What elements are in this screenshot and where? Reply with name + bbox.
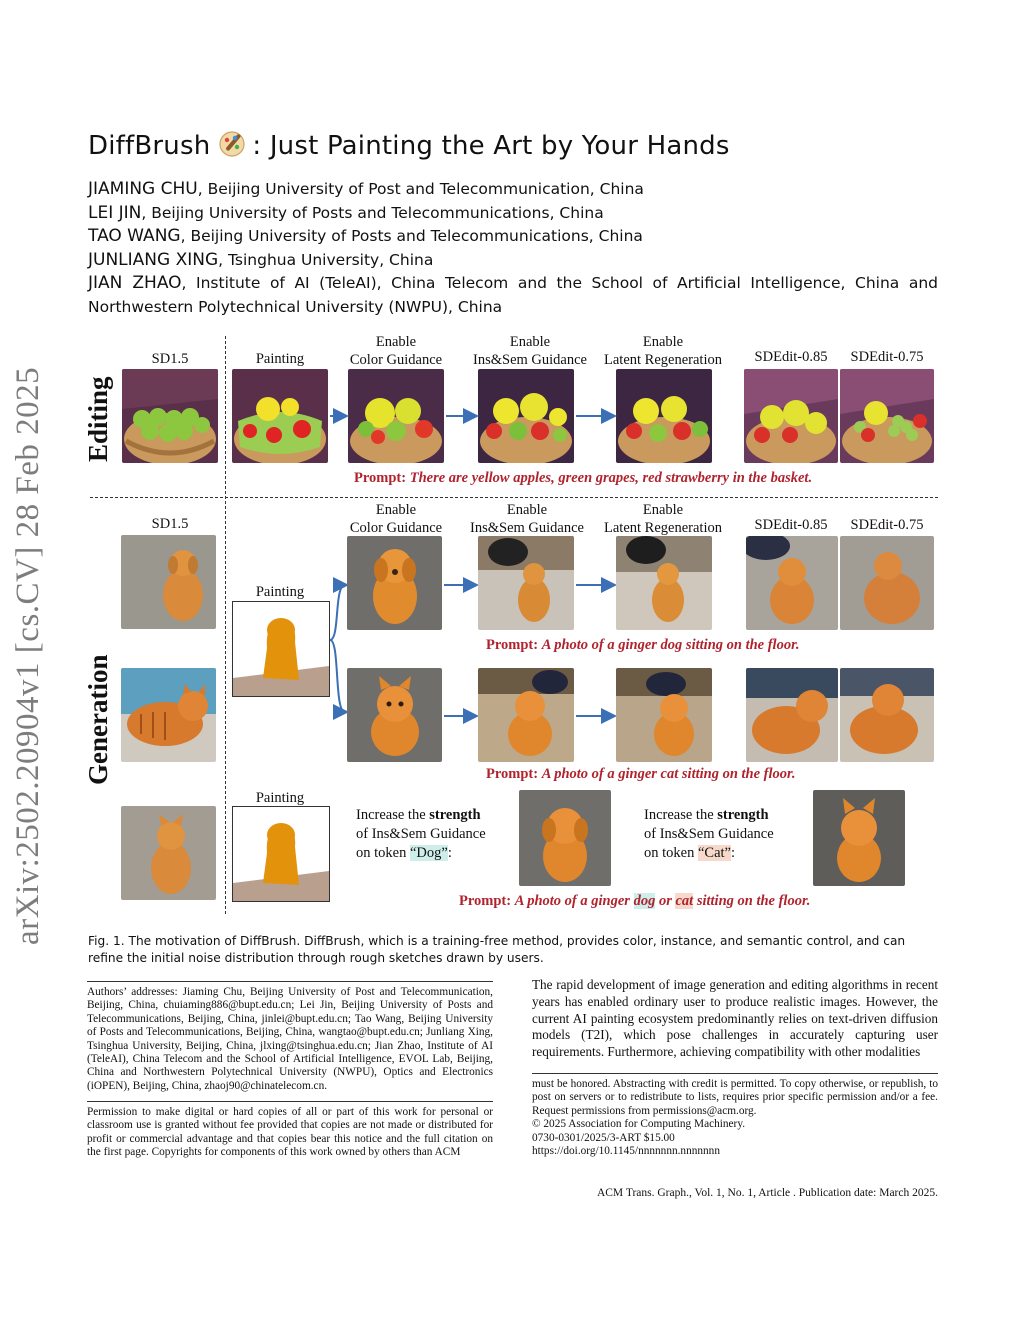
author-name: JUNLIANG XING bbox=[88, 249, 219, 270]
strength-dog-result-image bbox=[519, 790, 611, 886]
author-name: JIAMING CHU bbox=[88, 179, 198, 199]
issn-line: 0730-0301/2025/3-ART $15.00 bbox=[532, 1131, 675, 1144]
title-rest: : Just Painting the Art by Your Hands bbox=[252, 131, 730, 161]
title-name: DiffBrush bbox=[88, 131, 211, 161]
journal-footer: ACM Trans. Graph., Vol. 1, No. 1, Article . Publication date: March 2025. bbox=[596, 1187, 938, 1199]
gen-painting-label: Painting bbox=[255, 584, 305, 600]
sdedit-085-cat-image bbox=[746, 668, 838, 762]
permission-notice: Permission to make digital or hard copies of all or part of this work for personal or classroom use is granted without fee provided that copies are not made or distributed for profit or commercial advantage and that copies bear this notice and the full citation on the first page. Copyrights for components of this work owned by others than ACM bbox=[87, 1106, 493, 1159]
arxiv-stamp: arXiv:2502.20904v1 [cs.CV] 28 Feb 2025 bbox=[10, 366, 46, 945]
header-color-guidance: Enable Color Guidance bbox=[349, 334, 443, 368]
latent-regeneration-dog-image bbox=[616, 536, 712, 630]
strength-cat-result-image bbox=[813, 790, 905, 886]
strength-painting-sketch bbox=[232, 806, 330, 902]
gen-header-sd15: SD1.5 bbox=[151, 516, 189, 532]
strength-dog-text: Increase the strength of Ins&Sem Guidance on token “Dog”: bbox=[356, 807, 486, 861]
author-affiliation: , Institute of AI (TeleAI), China Telecom and the School of Artificial Intelligence, China and Northwestern Polytechnical University (NWPU), China bbox=[88, 274, 938, 316]
sd15-cat-sitting-image bbox=[121, 806, 216, 900]
sdedit-075-dog-image bbox=[840, 536, 934, 630]
strength-painting-label: Painting bbox=[255, 790, 305, 806]
header-painting: Painting bbox=[255, 351, 305, 367]
authors-addresses: Authors’ addresses: Jiaming Chu, Beijing University of Post and Telecommunication, Beijing, China, chuiaming886@bupt.edu.cn; Lei Jin, Beijing University of Posts and Telecommunications, Beijing, China, jinlei@bupt.edu.cn; Tao Wang, Beijing University of Posts and Telecommunications, Beijing, China, wangtao@bupt.edu.cn; Junliang Xing, Tsinghua University, Beijing, China, jlxing@tsinghua.edu.cn; Jian Zhao, Institute of AI (TeleAI), China Telecom and the School of Artificial Intelligence, EVOL Lab, Beijing, China and Northwestern Polytechnical University (NWPU), Optics and Electronics (iOPEN), Beijing, China, zhaoj90@chinatelecom.cn. bbox=[87, 986, 493, 1092]
permission-right-rule bbox=[532, 1073, 938, 1074]
prompt-editing: Prompt: There are yellow apples, green grapes, red strawberry in the basket. bbox=[354, 470, 813, 486]
strength-cat-text: Increase the strength of Ins&Sem Guidance on token “Cat”: bbox=[644, 807, 774, 861]
permission-continued: must be honored. Abstracting with credit is permitted. To copy otherwise, or republish, to post on servers or to redistribute to lists, requires prior specific permission and/or a fee. Request permissions from permissions@acm.org. © 2025 Association for Computing Machinery. 0730-0301/2025/3-ART $15.00 https://doi.org/10.1145/nnnnnnn.nnnnnnn bbox=[532, 1078, 938, 1158]
color-guidance-cat-image bbox=[347, 668, 442, 762]
intro-paragraph: The rapid development of image generation and editing algorithms in recent years has enabled ordinary user to produce realistic images. However, the current AI painting ecosystem predominantly relies on text-driven diffusion models (T2I), which pose challenges in accurately capturing user requirements. Furthermore, achieving compatibility with other modalities bbox=[532, 977, 938, 1060]
permission-rule bbox=[87, 1101, 493, 1102]
gen-header-sdedit-085: SDEdit-0.85 bbox=[754, 517, 828, 533]
copyright-line: © 2025 Association for Computing Machinery. bbox=[532, 1118, 746, 1131]
inssem-guidance-dog-image bbox=[478, 536, 574, 630]
sd15-cat-image bbox=[121, 668, 216, 762]
sdedit-075-cat-image bbox=[840, 668, 934, 762]
author-affiliation: , Beijing University of Posts and Telecommunications, China bbox=[141, 203, 604, 222]
sd15-dog-image bbox=[121, 535, 216, 629]
author-name: LEI JIN bbox=[88, 202, 142, 223]
header-sdedit-085: SDEdit-0.85 bbox=[754, 349, 828, 365]
generation-side-label: Generation bbox=[83, 654, 113, 785]
token-dog: “Dog” bbox=[409, 845, 448, 861]
gen-header-sdedit-075: SDEdit-0.75 bbox=[850, 517, 924, 533]
gen-painting-sketch bbox=[232, 601, 330, 697]
header-latent-regeneration: Enable Latent Regeneration bbox=[604, 334, 722, 368]
prompt-cat: Prompt: A photo of a ginger cat sitting on the floor. bbox=[486, 766, 796, 782]
header-inssem-guidance: Enable Ins&Sem Guidance bbox=[473, 334, 587, 368]
prompt-dog-or-cat: Prompt: A photo of a ginger dog or cat sitting on the floor. bbox=[459, 893, 811, 909]
sdedit-085-dog-image bbox=[746, 536, 838, 630]
author-affiliation: , Beijing University of Posts and Telecommunications, China bbox=[180, 227, 643, 245]
author-affiliation: , Beijing University of Post and Telecommunication, China bbox=[197, 180, 644, 198]
author-affiliation: , Tsinghua University, China bbox=[218, 250, 434, 269]
header-sd15: SD1.5 bbox=[151, 351, 189, 367]
author-name: JIAN ZHAO bbox=[88, 273, 182, 293]
inssem-guidance-cat-image bbox=[478, 668, 574, 762]
color-guidance-dog-image bbox=[347, 536, 442, 630]
latent-regeneration-cat-image bbox=[616, 668, 712, 762]
gen-header-latent-regeneration: Enable Latent Regeneration bbox=[604, 502, 722, 536]
author-name: TAO WANG bbox=[88, 226, 181, 246]
figure-caption: Fig. 1. The motivation of DiffBrush. DiffBrush, which is a training-free method, provides color, instance, and semantic control, and can refine the initial noise distribution through rough sketches drawn by users. bbox=[88, 934, 906, 965]
editing-side-label: Editing bbox=[83, 376, 113, 462]
doi-link[interactable]: https://doi.org/10.1145/nnnnnnn.nnnnnnn bbox=[532, 1145, 720, 1158]
token-cat: “Cat” bbox=[697, 845, 731, 861]
footnote-rule bbox=[87, 981, 493, 982]
prompt-dog: Prompt: A photo of a ginger dog sitting on the floor. bbox=[486, 637, 800, 653]
header-sdedit-075: SDEdit-0.75 bbox=[850, 349, 924, 365]
gen-header-inssem-guidance: Enable Ins&Sem Guidance bbox=[470, 502, 584, 536]
gen-header-color-guidance: Enable Color Guidance bbox=[349, 502, 443, 536]
